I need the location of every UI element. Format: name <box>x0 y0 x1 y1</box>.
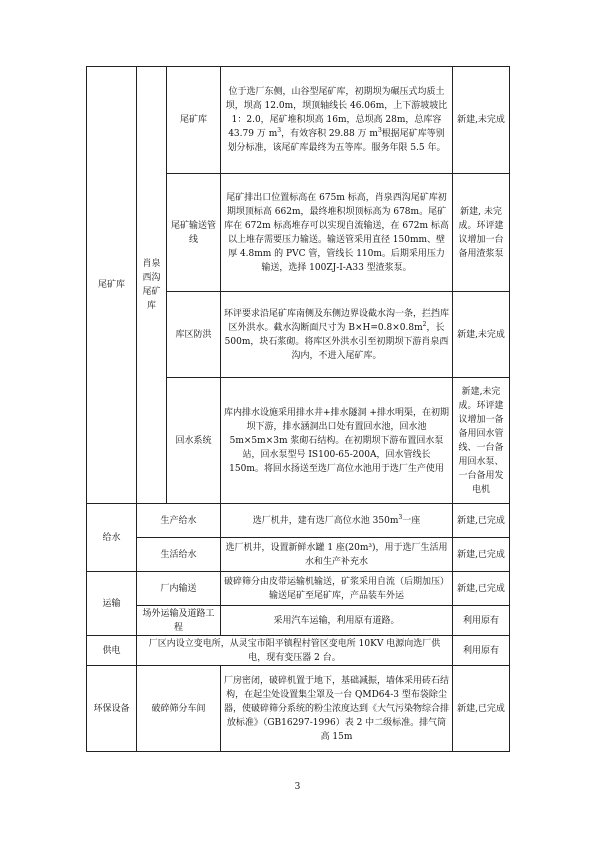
project-composition-table <box>86 66 510 752</box>
status-cell: 利用原有 <box>453 606 510 636</box>
content-text: 一座 <box>402 515 421 526</box>
status-cell: 利用原有 <box>453 636 510 666</box>
item-content-cell <box>221 292 453 378</box>
status-cell: 新建,已完成 <box>453 666 510 752</box>
content-text: 根据尾矿库等别划分标准，该尾矿库最终为五等库。服务年限 5.5 年。 <box>227 129 446 153</box>
status-cell: 新建,已完成 <box>453 538 510 572</box>
content-text: 环评要求沿尾矿库南侧及东侧边界设截水沟一条，拦挡库区外洪水。截水沟断面尺寸为 B×H=0.8×0.8m <box>224 308 450 333</box>
table-row <box>87 636 510 666</box>
table-row <box>87 67 510 174</box>
superscript: 2 <box>422 320 427 328</box>
category-cell: 环保设备 <box>87 666 137 752</box>
item-name-cell: 尾矿输送管线 <box>167 174 221 292</box>
content-text: ，长 500m，块石浆砌。将库区外洪水引至初期坝下游肖泉西沟内，不进入尾矿库。 <box>224 322 449 361</box>
site-cell: 肖泉西沟尾矿库 <box>137 67 167 504</box>
item-content-cell: 采用汽车运输，利用原有道路。 <box>221 606 453 636</box>
item-name-cell: 尾矿库 <box>167 67 221 174</box>
superscript: 3 <box>277 127 282 134</box>
item-content-cell <box>221 504 453 538</box>
item-name-cell: 回水系统 <box>167 378 221 504</box>
content-text: 选厂机井，建有选厂高位水池 350m <box>252 515 399 526</box>
item-name-cell: 破碎筛分车间 <box>137 666 221 752</box>
category-cell: 运输 <box>87 572 137 636</box>
status-cell: 新建,已完成 <box>453 504 510 538</box>
table-row <box>87 606 510 636</box>
category-cell: 尾矿库 <box>87 67 137 504</box>
table-row <box>87 572 510 606</box>
status-cell: 新建,未完成。环评建议增加一备备用回水管线、一台备用回水泵、一台备用发电机 <box>453 378 510 504</box>
item-name-cell: 生产给水 <box>137 504 221 538</box>
item-name-cell: 场外运输及道路工程 <box>137 606 221 636</box>
table-row <box>87 538 510 572</box>
item-content-cell <box>221 67 453 174</box>
item-content-cell: 厂房密闭，破碎机置于地下，基础减振，墙体采用砖石结构，在起尘处设置集尘罩及一台 QMD64-3 型布袋除尘器，使破碎筛分系统的粉尘浓度达到《大气污染物综合排放标准》（GB16297-1996）表 2 中二级标准。排气筒高 15m <box>221 666 453 752</box>
superscript: 3 <box>377 127 382 134</box>
category-cell: 给水 <box>87 504 137 572</box>
status-cell: 新建,未完成 <box>453 67 510 174</box>
status-cell: 新建,已完成 <box>453 572 510 606</box>
content-text: 位于选厂东侧，山谷型尾矿库，初期坝为碾压式均质土坝，坝高 12.0m，坝顶轴线长 46.06m，上下游坡坡比 1：2.0，尾矿堆积坝高 16m，总坝高 28m，总库容 43.79 万 m <box>225 87 448 139</box>
item-content-cell: 尾矿排出口位置标高在 675m 标高，肖泉西沟尾矿库初期坝顶标高 662m，最终堆积坝顶标高为 678m。尾矿库在 672m 标高堆存可以实现自流输送，在 672m 标高以上堆存需要压力输送。输送管采用直径 150mm、壁厚 4.8mm 的 PVC 管，管线长 110m。后期采用压力输送，选择 100ZJ-I-A33 型渣浆泵。 <box>221 174 453 292</box>
item-content-cell: 破碎筛分由皮带运输机输送，矿浆采用自流（后期加压）输送尾矿至尾矿库，产品装车外运 <box>221 572 453 606</box>
content-text: ，有效容积 29.88 万 m <box>281 129 378 139</box>
item-content-cell: 厂区内设立变电所，从灵宝市阳平镇程村管区变电所 10KV 电源向选厂供电，现有变压器 2 台。 <box>137 636 453 666</box>
item-content-cell: 选厂机井，设置新鲜水罐 1 座(20m³)，用于选厂生活用水和生产补充水 <box>221 538 453 572</box>
status-cell: 新建, 未完成。环评建议增加一台备用渣浆泵 <box>453 174 510 292</box>
page-number: 3 <box>294 782 301 792</box>
table-row <box>87 666 510 752</box>
item-content-cell: 库内排水设施采用排水井+排水隧洞 +排水明渠，在初期坝下游，排水涵洞出口处有置回水池，回水池 5m×5m×3m 浆砌石结构。在初期坝下游布置回水泵站，回水泵型号 IS100-65-200A，回水管线长 150m。将回水扬送至选厂高位水池用于选厂生产使用 <box>221 378 453 504</box>
item-name-cell: 生活给水 <box>137 538 221 572</box>
category-cell: 供电 <box>87 636 137 666</box>
superscript: 3 <box>398 513 403 521</box>
table-row <box>87 504 510 538</box>
item-name-cell: 库区防洪 <box>167 292 221 378</box>
item-name-cell: 厂内输送 <box>137 572 221 606</box>
status-cell: 新建,未完成 <box>453 292 510 378</box>
